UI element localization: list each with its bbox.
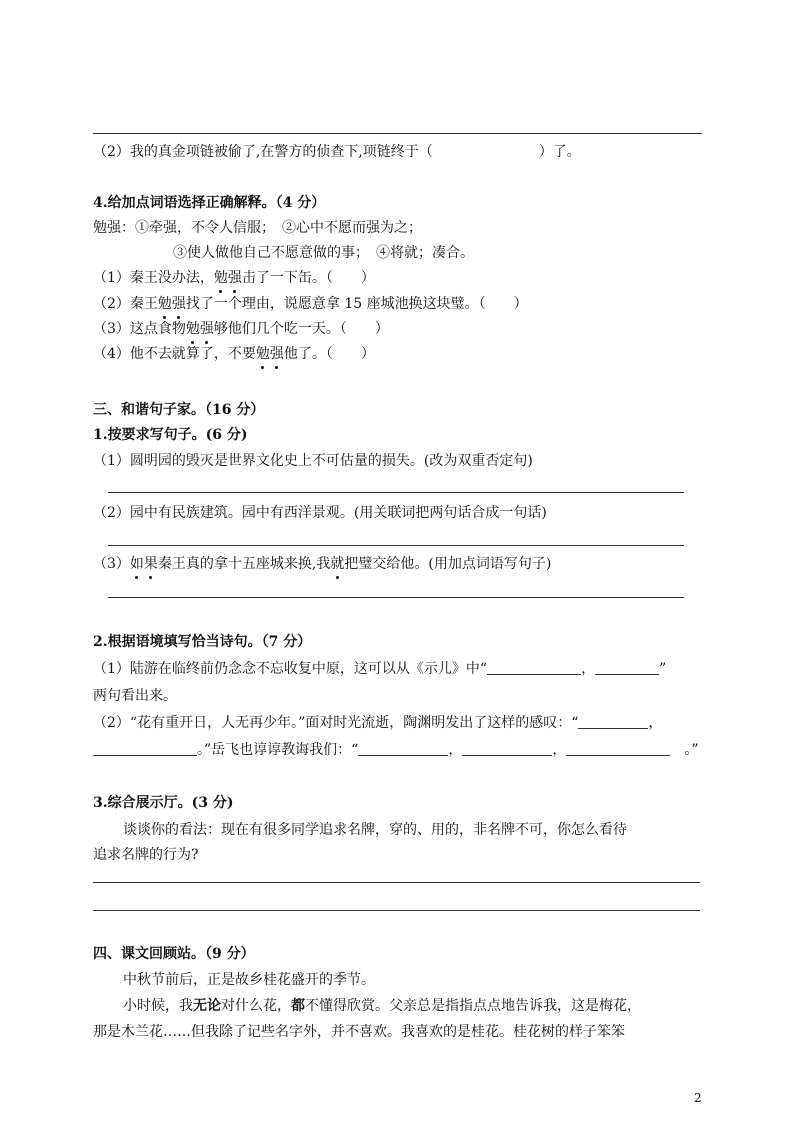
sec3-q1-item2: （2）园中有民族建筑。园中有西洋景观。(用关联词把两句话合成一句话): [93, 505, 547, 521]
sec3-q2-item1-text: （1）陆游在临终前仍念念不忘收复中原，这可以从《示儿》中“: [93, 661, 488, 677]
sec3-q1-item1: （1）圆明园的毁灭是世界文化史上不可估量的损失。(改为双重否定句): [93, 453, 533, 469]
punct: ，: [552, 742, 567, 758]
q4-item-1-pre: （1）秦王没办法，: [93, 270, 214, 286]
q4-item-2: [93, 294, 528, 314]
q4-item-1: [93, 268, 375, 288]
q4-item-3: [93, 319, 389, 339]
sec4-p2-c: 对什么花，: [221, 998, 291, 1014]
fill-blank[interactable]: [93, 741, 197, 756]
emphasis-dot-char: 勉: [255, 346, 270, 362]
sec3-q1-item3-p1: （3）: [93, 556, 130, 572]
punct: ，: [648, 715, 663, 731]
sec3-q2-item1-line1: [93, 659, 666, 679]
sec4-p2-a: 小时候，我: [123, 998, 193, 1014]
punct: ”: [659, 661, 667, 677]
fill-blank[interactable]: [578, 714, 648, 729]
q2-item2-text: （2）我的真金项链被偷了,在警方的侦查下,项链终于（: [93, 144, 433, 160]
fill-blank[interactable]: [462, 741, 552, 756]
sec3-q2-item2-text2: 。”岳飞也谆谆教诲我们：“: [197, 742, 359, 758]
sec4-p2-d: 不懂得欣赏。父亲总是指指点点地告诉我，这是梅花，: [305, 998, 641, 1014]
answer-line: [108, 545, 684, 546]
emphasis-dot-char: 强: [269, 346, 284, 362]
sec4-bold-word: 无论: [193, 998, 221, 1014]
sec3-q2-item2-line2: [93, 740, 699, 760]
q2-item2-close: ）了。: [538, 144, 581, 160]
fill-blank[interactable]: [566, 741, 670, 756]
sec3-q3-line1: 谈谈你的看法：现在有很多同学追求名牌，穿的、用的，非名牌不可，你怎么看待: [123, 822, 627, 838]
sec3-q1-item3-p3: 把璧交给他。(用加点词语写句子): [344, 556, 552, 572]
fill-blank[interactable]: [487, 660, 581, 675]
emphasis-dot-char: 勉: [213, 270, 228, 286]
q2-item2: [93, 142, 581, 162]
page-number: 2: [694, 1091, 702, 1105]
punct: ，: [448, 742, 463, 758]
q4-meanings-1: 勉强：①牵强，不令人信服； ②心中不愿而强为之；: [93, 220, 422, 236]
answer-line: [93, 910, 700, 911]
punct: 。”: [670, 742, 699, 758]
q4-item-3-pre: （3）这点食物: [93, 321, 186, 337]
emphasis-dot-char: 果: [143, 556, 158, 572]
answer-line: [108, 597, 684, 598]
q4-item-4: [93, 344, 375, 364]
emphasis-dot-char: 如: [129, 556, 144, 572]
sec4-bold-word: 都: [291, 998, 305, 1014]
sec3-q1-item3: [93, 554, 551, 574]
q4-title: 4.给加点词语选择正确解释。（4 分）: [93, 195, 326, 211]
emphasis-dot-char: 勉: [185, 321, 200, 337]
section-4-title: 四、课文回顾站。（9 分）: [93, 946, 255, 962]
q4-item-2-post: 找了一个理由，说愿意拿 15 座城池换这块璧。（ ）: [185, 296, 528, 312]
punct: ，: [581, 661, 596, 677]
sec4-p3: 那是木兰花……但我除了记些名字外，并不喜欢。我喜欢的是桂花。桂花树的样子笨笨: [93, 1024, 625, 1040]
section-3-title: 三、和谐句子家。（16 分）: [93, 402, 265, 418]
sec3-q3-title: 3.综合展示厅。(3 分): [93, 795, 234, 811]
q4-item-2-pre: （2）秦王: [93, 296, 158, 312]
sec4-p1: 中秋节前后，正是故乡桂花盛开的季节。: [123, 972, 375, 988]
sec3-q2-item2-line1: [93, 713, 662, 733]
q4-item-3-post: 够他们几个吃一天。（ ）: [213, 321, 389, 337]
sec3-q3-line2: 追求名牌的行为?: [93, 847, 199, 863]
q4-meanings-2: ③使人做他自己不愿意做的事； ④将就；凑合。: [173, 245, 474, 261]
sec3-q2-item2-text: （2）“花有重开日，人无再少年。”面对时光流逝，陶渊明发出了这样的感叹：“: [93, 715, 579, 731]
emphasis-dot-char: 勉: [157, 296, 172, 312]
answer-line: [108, 492, 684, 493]
rule-top: [93, 133, 702, 134]
fill-blank[interactable]: [595, 660, 659, 675]
emphasis-dot-char: 强: [199, 321, 214, 337]
sec3-q1-title: 1.按要求写句子。(6 分): [93, 427, 248, 443]
sec3-q2-title: 2.根据语境填写恰当诗句。（7 分）: [93, 634, 312, 650]
fill-blank[interactable]: [358, 741, 448, 756]
q4-item-4-pre: （4）他不去就算了，不要: [93, 346, 256, 362]
sec4-p2: [123, 996, 641, 1016]
emphasis-dot-char: 就: [330, 556, 345, 572]
sec3-q2-item1-line2: 两句看出来。: [93, 688, 177, 704]
sec3-q1-item3-p2: 秦王真的拿十五座城来换,我: [157, 556, 331, 572]
emphasis-dot-char: 强: [227, 270, 242, 286]
q4-item-4-post: 他了。（ ）: [283, 346, 375, 362]
emphasis-dot-char: 强: [171, 296, 186, 312]
q4-item-1-post: 击了一下缶。（ ）: [241, 270, 375, 286]
answer-line: [93, 882, 700, 883]
